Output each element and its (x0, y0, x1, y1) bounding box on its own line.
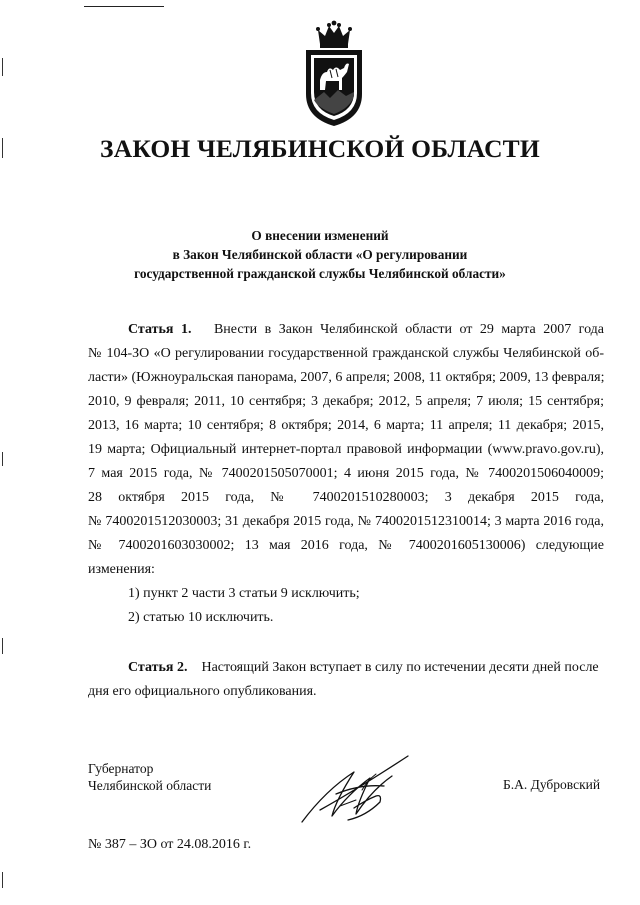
coat-of-arms-icon (300, 20, 368, 130)
signer-position (88, 760, 211, 794)
article-2-line (88, 656, 604, 680)
article-2-label: Статья 2. (128, 660, 188, 675)
article-1-line: № 104-ЗО «О регулировании государственной гражданской службы Челябинской об- (88, 346, 604, 361)
article-2-text: Настоящий Закон вступает в силу по истечении десяти дней после (201, 660, 599, 675)
article-2-line: дня его официального опубликования. (88, 684, 317, 699)
article-1-line (88, 318, 604, 342)
article-1-line: 19 марта; Официальный интернет-портал правовой информации (www.pravo.gov.ru), (88, 442, 604, 457)
signer-position-line: Челябинской области (88, 778, 212, 793)
signer-position-line: Губернатор (88, 761, 154, 776)
margin-mark (2, 58, 3, 76)
law-title: ЗАКОН ЧЕЛЯБИНСКОЙ ОБЛАСТИ (100, 134, 540, 163)
article-1-item: 2) статью 10 исключить. (128, 610, 274, 625)
top-rule (84, 6, 164, 7)
article-1-line: ласти» (Южноуральская панорама, 2007, 6 апреля; 2008, 11 октября; 2009, 13 февраля; (88, 370, 604, 385)
article-1-line: изменения: (88, 562, 155, 577)
article-1-item: 1) пункт 2 части 3 статьи 9 исключить; (128, 586, 360, 601)
article-1-text: Внести в Закон Челябинской области от 29 марта 2007 года (213, 322, 604, 337)
article-1 (88, 318, 604, 630)
article-1-line: 2013, 16 марта; 10 сентября; 8 октября; 2014, 6 марта; 11 апреля; 11 декабря; 2015, (88, 418, 604, 433)
signer-name: Б.А. Дубровский (503, 777, 601, 792)
law-subject (0, 226, 640, 283)
subject-line: государственной гражданской службы Челябинской области» (134, 266, 506, 281)
article-1-line: № 7400201512030003; 31 декабря 2015 года, № 7400201512310014; 3 марта 2016 года, (88, 514, 604, 529)
subject-line: О внесении изменений (251, 228, 389, 243)
article-1-line: 28 октября 2015 года, № 7400201510280003; 3 декабря 2015 года, (88, 490, 604, 505)
margin-mark (2, 452, 3, 466)
signature-icon (296, 750, 416, 832)
registration-number: № 387 – ЗО от 24.08.2016 г. (88, 837, 252, 852)
margin-mark (2, 872, 3, 888)
margin-mark (2, 638, 3, 654)
article-1-line: 2010, 9 февраля; 2011, 10 сентября; 3 декабря; 2012, 5 апреля; 7 июля; 15 сентября; (88, 394, 604, 409)
article-1-line: № 7400201603030002; 13 мая 2016 года, № 7400201605130006) следующие (88, 538, 604, 553)
article-1-label: Статья 1. (128, 322, 192, 337)
article-2 (88, 656, 604, 704)
article-1-line: 7 мая 2015 года, № 7400201505070001; 4 июня 2015 года, № 7400201506040009; (88, 466, 604, 481)
subject-line: в Закон Челябинской области «О регулировании (172, 247, 468, 262)
